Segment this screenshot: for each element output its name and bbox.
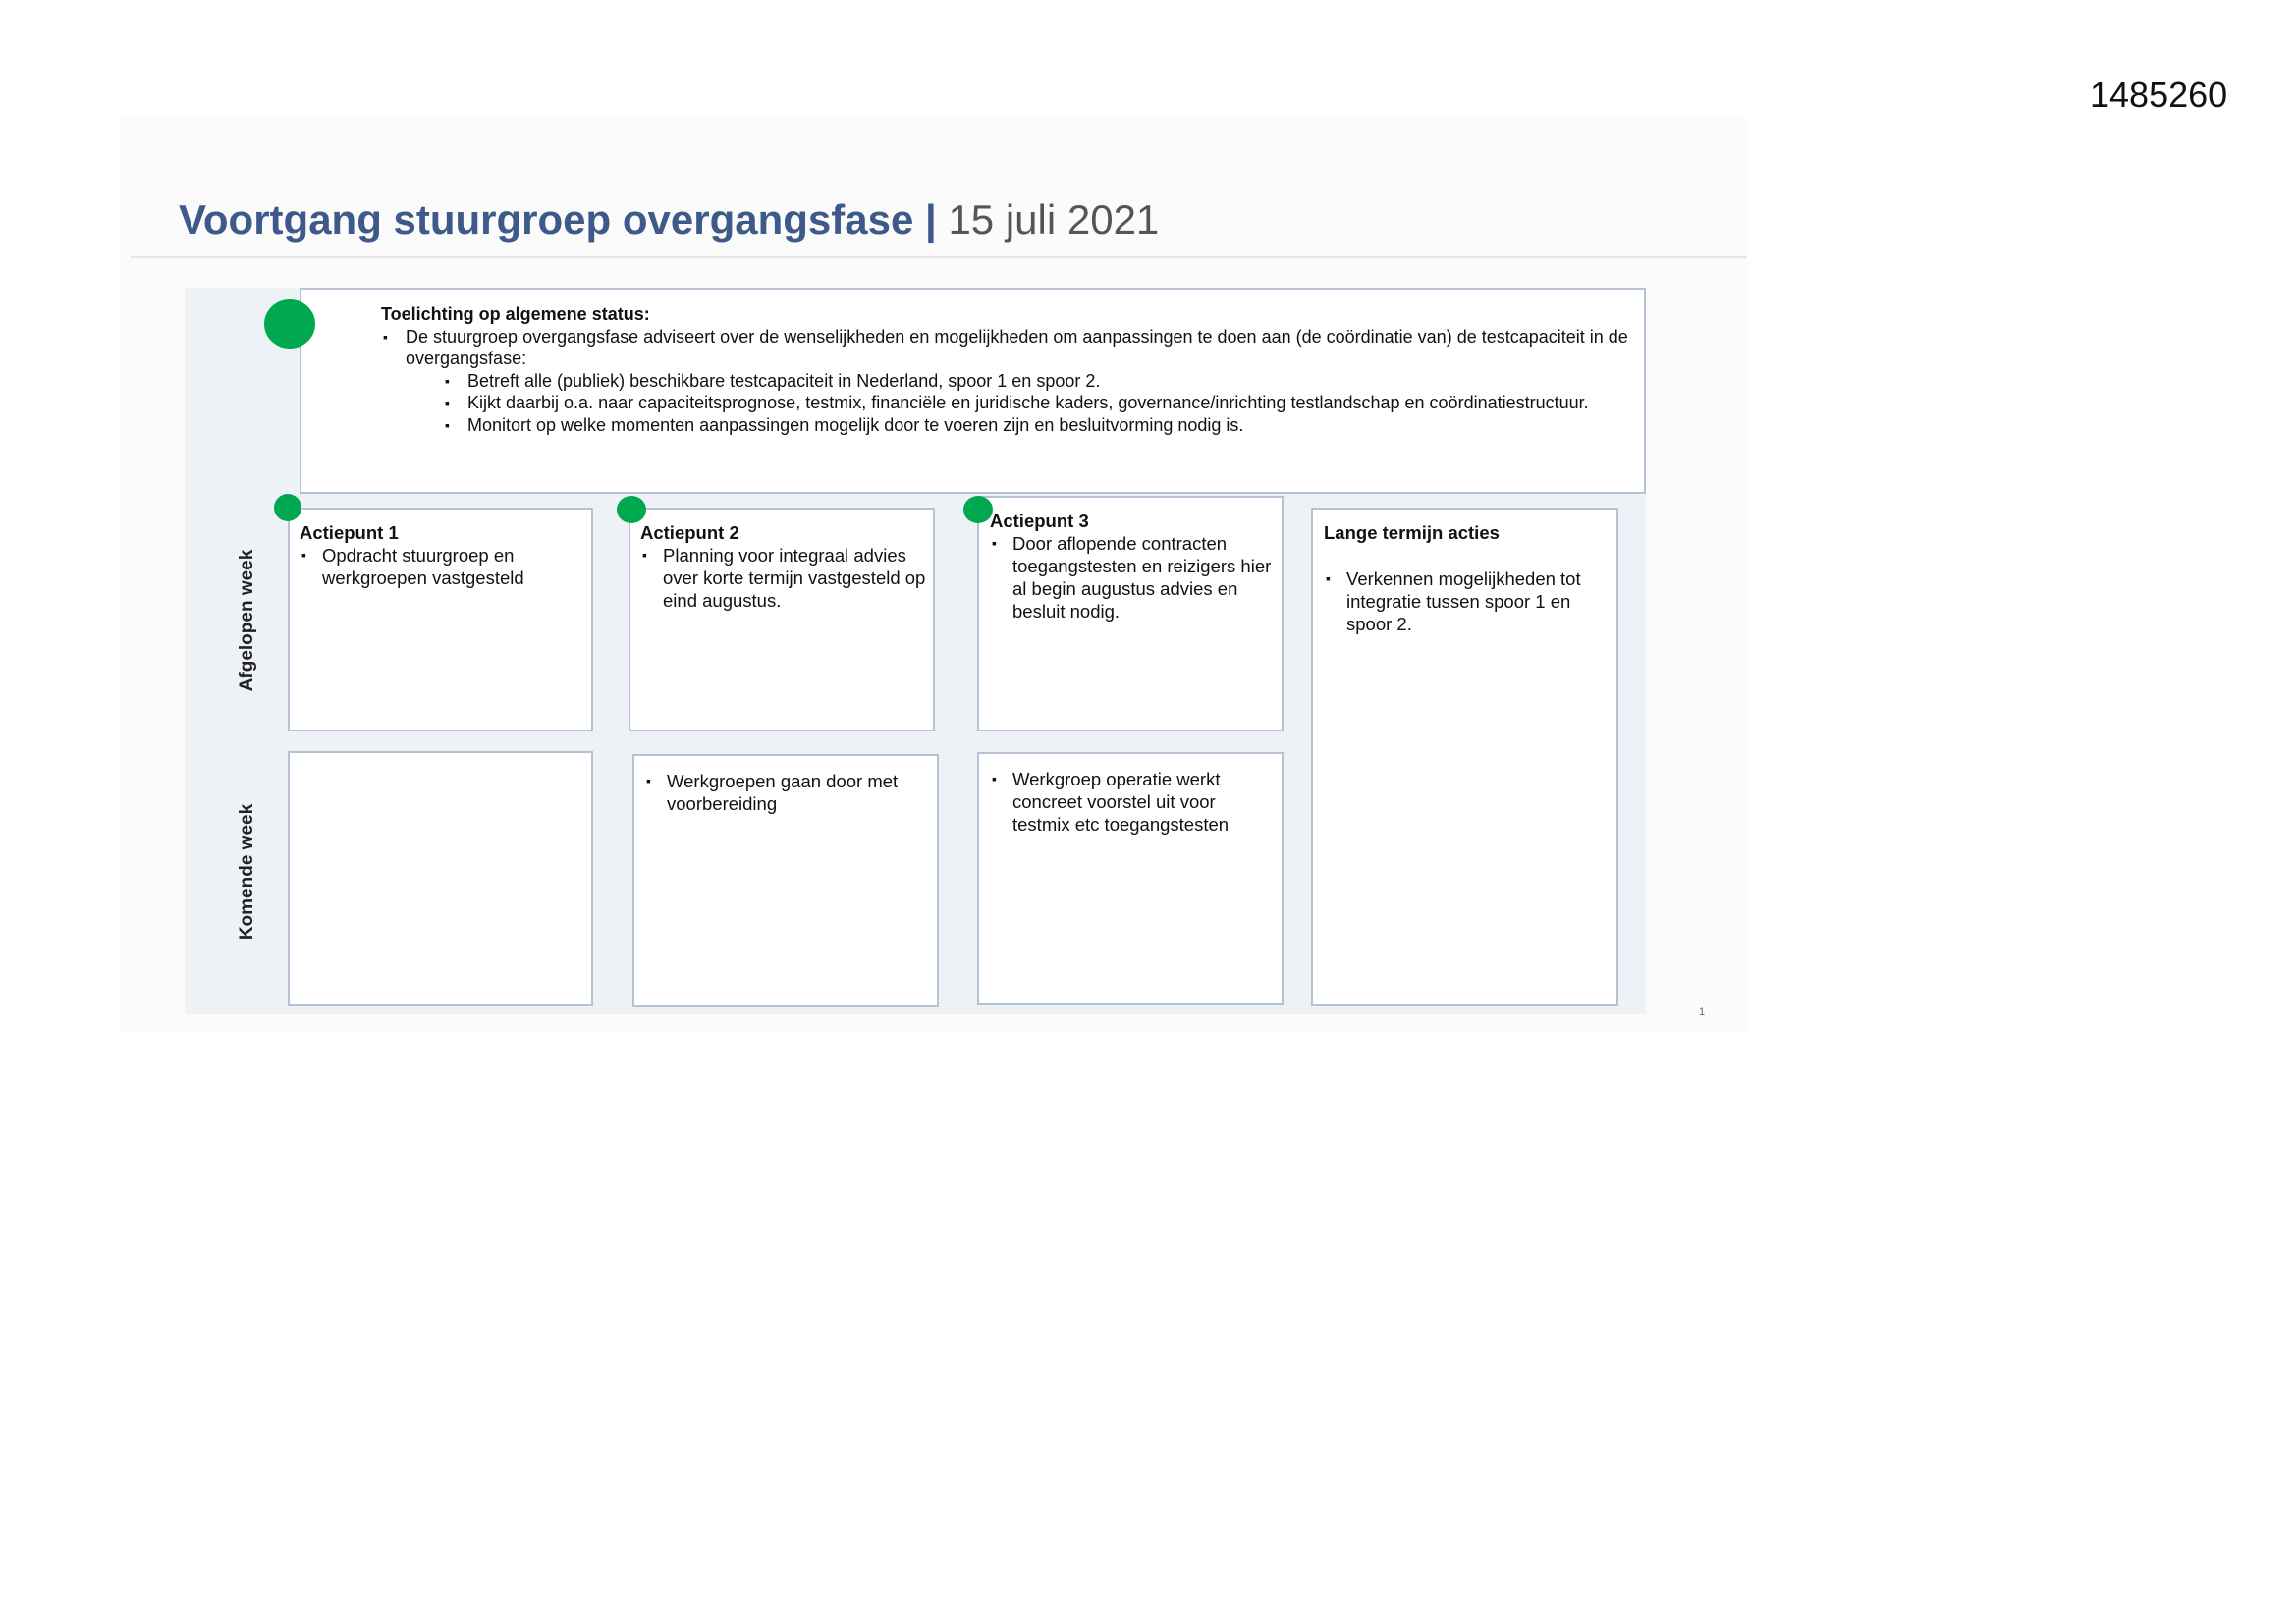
list-item <box>990 532 1277 623</box>
page-number: 1 <box>1699 1006 1706 1018</box>
slide-title-main: Voortgang stuurgroep overgangsfase <box>179 196 914 243</box>
sub-bullet-text: Kijkt daarbij o.a. naar capaciteitsprognose, testmix, financiële en juridische kaders, governance/inrichting testlandschap en coördinatiestructuur. <box>467 393 1589 412</box>
slide-title <box>179 196 1159 244</box>
action3-coming-item: Werkgroep operatie werkt concreet voorstel uit voor testmix etc toegangstesten <box>1012 769 1230 835</box>
action2-coming-text <box>644 770 931 815</box>
list-item <box>640 544 927 612</box>
long-term-heading: Lange termijn acties <box>1324 522 1500 543</box>
general-status-indicator <box>264 299 315 349</box>
action1-past-text <box>300 521 584 589</box>
action1-status-indicator <box>274 494 301 521</box>
action1-coming-box <box>288 751 593 1006</box>
action3-status-indicator <box>963 496 993 523</box>
action3-heading: Actiepunt 3 <box>990 511 1089 531</box>
row-label-past-week: Afgelopen week <box>237 549 257 692</box>
title-divider <box>131 256 1747 258</box>
action3-past-item: Door aflopende contracten toegangstesten en reizigers hier al begin augustus advies en besluit nodig. <box>1012 533 1272 622</box>
list-item <box>443 370 1628 393</box>
list-item <box>644 770 931 815</box>
action2-heading: Actiepunt 2 <box>640 522 739 543</box>
action2-status-indicator <box>617 496 646 523</box>
long-term-item: Verkennen mogelijkheden tot integratie tussen spoor 1 en spoor 2. <box>1346 568 1581 634</box>
action3-coming-text <box>990 768 1277 836</box>
general-status-text <box>381 303 1628 436</box>
slide-title-separator: | <box>925 196 937 243</box>
list-item <box>381 326 1628 437</box>
action2-coming-item: Werkgroepen gaan door met voorbereiding <box>667 771 899 814</box>
list-item <box>443 392 1628 414</box>
action1-past-item: Opdracht stuurgroep en werkgroepen vastgesteld <box>322 545 524 588</box>
slide-title-date: 15 juli 2021 <box>948 196 1160 243</box>
list-item <box>300 544 584 589</box>
action2-past-item: Planning voor integraal advies over korte termijn vastgesteld op eind augustus. <box>663 545 926 611</box>
action2-past-text <box>640 521 927 612</box>
general-status-heading: Toelichting op algemene status: <box>381 304 650 324</box>
sub-bullet-text: Monitort op welke momenten aanpassingen mogelijk door te voeren zijn en besluitvorming nodig is. <box>467 414 1244 435</box>
list-item <box>1324 568 1609 635</box>
list-item <box>990 768 1277 836</box>
general-status-bullet: De stuurgroep overgangsfase adviseert over de wenselijkheden en mogelijkheden om aanpassingen te doen aan (de coördinatie van) de testcapaciteit in de overgangsfase: <box>406 326 1628 368</box>
long-term-actions-text <box>1324 521 1609 635</box>
document-id: 1485260 <box>2090 75 2228 115</box>
list-item <box>443 414 1628 437</box>
action3-past-text <box>990 510 1277 623</box>
sub-bullet-text: Betreft alle (publiek) beschikbare testcapaciteit in Nederland, spoor 1 en spoor 2. <box>467 370 1101 391</box>
action1-heading: Actiepunt 1 <box>300 522 399 543</box>
row-label-coming-week: Komende week <box>237 803 257 941</box>
